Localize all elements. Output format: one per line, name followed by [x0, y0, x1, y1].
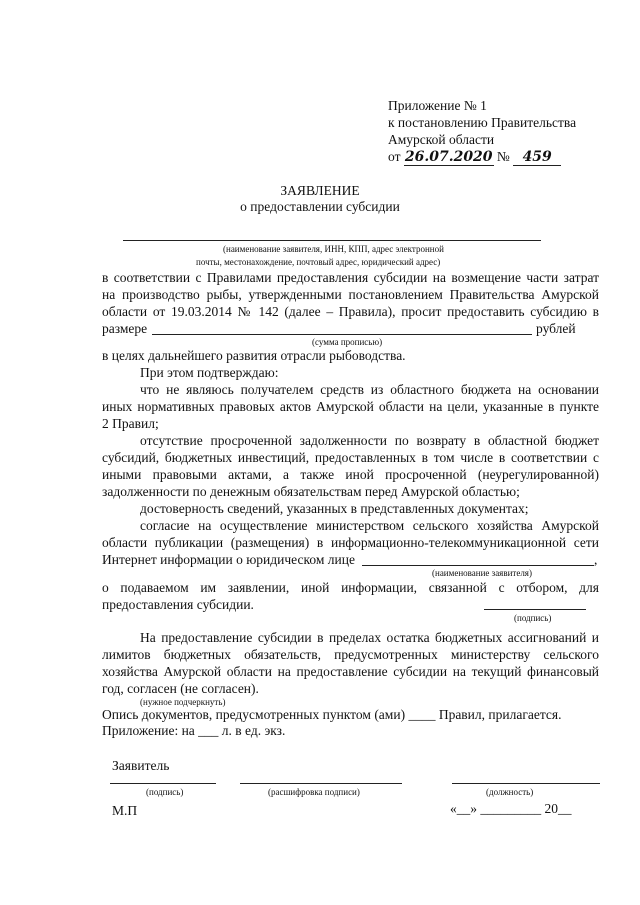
header-date-row: [388, 149, 561, 166]
signature-fill-line: [484, 609, 586, 610]
c4-comma: ,: [594, 552, 598, 567]
p2-line-2: лимитов бюджетных обязательств, предусмотренных министерству сельского: [102, 647, 599, 662]
footer-date-line: «__» _________ 20__: [450, 801, 572, 816]
p2-line-1: На предоставление субсидии в пределах остатка бюджетных ассигнований и: [140, 630, 599, 645]
applicant-caption-2: почты, местонахождение, почтовый адрес, юридический адрес): [196, 257, 441, 267]
appendix-line: Приложение: на ___ л. в ед. экз.: [102, 723, 286, 738]
c4-line-1: согласие на осуществление министерством сельского хозяйства Амурской: [140, 518, 599, 533]
c1-line-2: иных нормативных правовых актов Амурской области на цели, указанные в пункте: [102, 399, 599, 414]
c2-line-3: иными правовыми актами, а также иной просроченной (неурегулированной): [102, 467, 599, 482]
footer-decoding-caption: (расшифровка подписи): [268, 787, 360, 797]
c1-line-1: что не являюсь получателем средств из областного бюджета на основании: [140, 382, 599, 397]
c2-line-2: субсидий, бюджетных инвестиций, предоставленных в том числе в соответствии с: [102, 450, 599, 465]
c4-line-4: о подаваемом им заявлении, иной информации, связанной с отбором, для: [102, 580, 599, 595]
inventory-line: Опись документов, предусмотренных пунктом (ами) ____ Правил, прилагается.: [102, 707, 562, 722]
footer-decoding-line: [240, 783, 402, 784]
applicant-caption-1: (наименование заявителя, ИНН, КПП, адрес электронной: [223, 244, 444, 254]
size-label: размере: [102, 321, 148, 336]
c4-line-5: предоставления субсидии.: [102, 597, 254, 612]
p1-line-5: в целях дальнейшего развития отрасли рыбоводства.: [102, 348, 406, 363]
footer-signature-caption: (подпись): [146, 787, 184, 797]
confirm-heading: При этом подтверждаю:: [140, 365, 279, 380]
rubles-label: рублей: [536, 321, 576, 336]
date-prefix: от: [388, 149, 401, 164]
footer-position-line: [452, 783, 600, 784]
p1-line-1: в соответствии с Правилами предоставления субсидии на возмещение части затрат: [102, 270, 599, 285]
handwritten-date: 26.07.2020: [404, 149, 493, 165]
underline-caption: (нужное подчеркнуть): [140, 697, 226, 707]
number-sign: №: [496, 149, 510, 164]
applicant-name-fill-line: [362, 565, 594, 566]
sum-fill-line: [152, 334, 532, 335]
document-subtitle: о предоставлении субсидии: [240, 199, 400, 214]
c4-line-3: Интернет информации о юридическом лице: [102, 552, 355, 567]
header-line-1: Приложение № 1: [388, 98, 487, 113]
c2-line-1: отсутствие просроченной задолженности по возврату в областной бюджет: [140, 433, 599, 448]
sum-caption: (сумма прописью): [312, 337, 383, 347]
footer-position-caption: (должность): [486, 787, 534, 797]
footer-signature-line: [110, 783, 216, 784]
header-line-3: Амурской области: [388, 132, 495, 147]
c3-line: достоверность сведений, указанных в представленных документах;: [140, 501, 529, 516]
signature-caption: (подпись): [514, 613, 552, 623]
header-line-2: к постановлению Правительства: [388, 115, 577, 130]
p2-line-4: год, согласен (не согласен).: [102, 681, 259, 696]
applicant-fill-line: [123, 240, 541, 241]
c4-line-2: области публикации (размещения) в информационно-телекоммуникационной сети: [102, 535, 599, 550]
handwritten-number: 459: [513, 149, 561, 166]
stamp-label: М.П: [112, 803, 138, 818]
p2-line-3: хозяйства Амурской области на предоставление субсидии на текущий финансовый: [102, 664, 599, 679]
c2-line-4: задолженности по денежным обязательствам перед Амурской областью;: [102, 484, 520, 499]
p1-line-2: на производство рыбы, утвержденными постановлением Правительства Амурской: [102, 287, 599, 302]
applicant-name-caption: (наименование заявителя): [432, 568, 532, 578]
document-title: ЗАЯВЛЕНИЕ: [280, 183, 360, 198]
p1-line-3: области от 19.03.2014 № 142 (далее – Правила), просит предоставить субсидию в: [102, 304, 599, 319]
c1-line-3: 2 Правил;: [102, 416, 159, 431]
applicant-label: Заявитель: [112, 758, 170, 773]
